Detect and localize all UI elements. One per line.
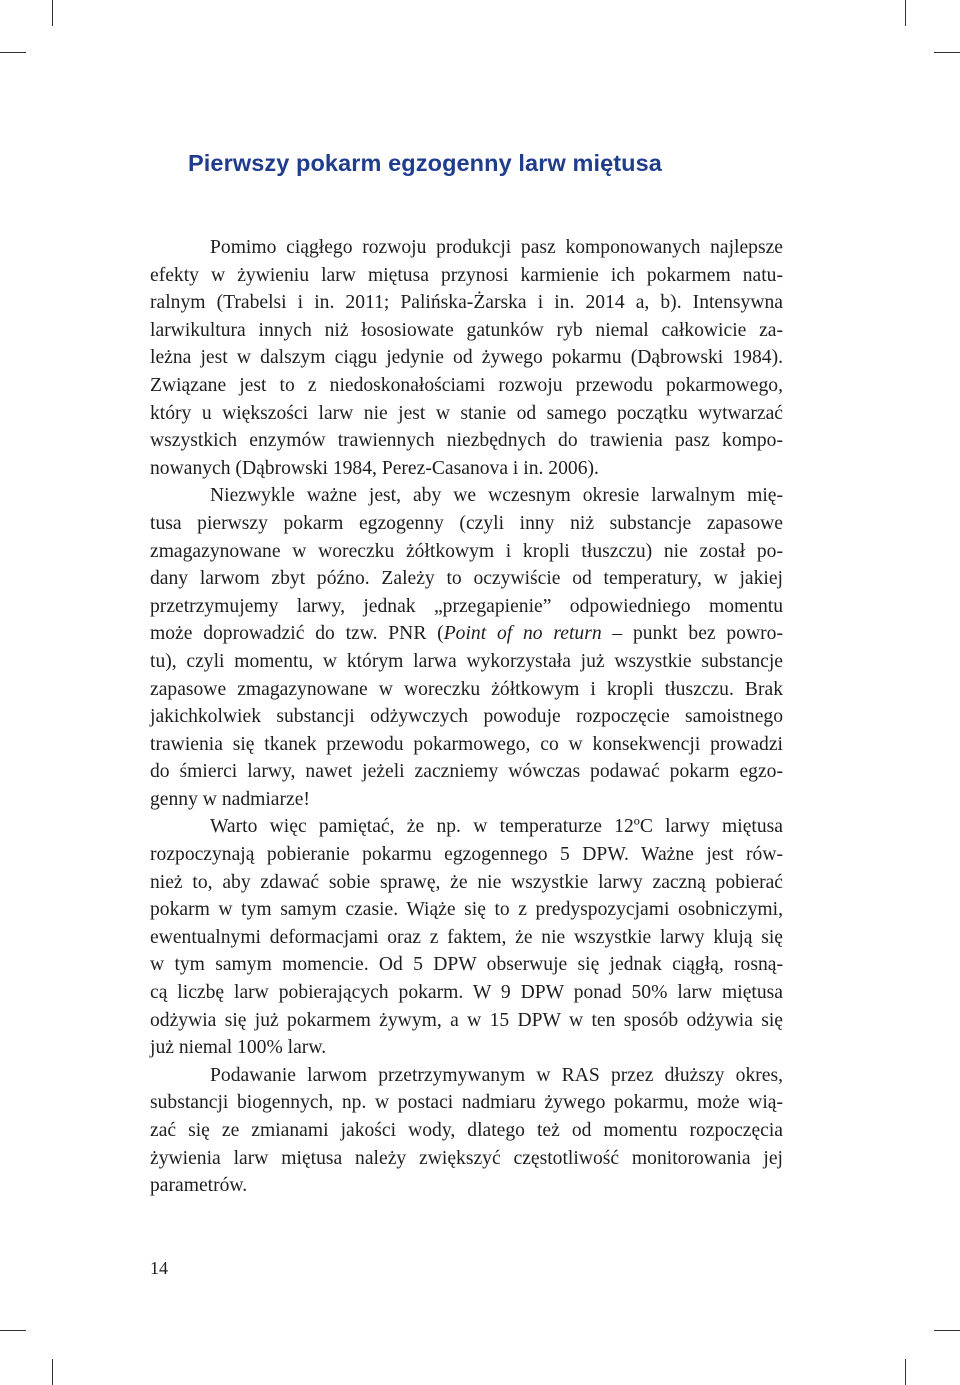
text-line: pokarm w tym samym czasie. Wiąże się to z predyspozycjami osobniczymi,: [150, 899, 783, 921]
text-line: ralnym (Trabelsi i in. 2011; Palińska-Żarska i in. 2014 a, b). Intensywna: [150, 292, 783, 314]
text-line: żywienia larw miętusa należy zwiększyć częstotliwość monitorowania jej: [150, 1147, 783, 1169]
text-line: Pomimo ciągłego rozwoju produkcji pasz komponowanych najlepsze: [210, 237, 783, 258]
text-line: jakichkolwiek substancji odżywczych powoduje rozpoczęcie samoistnego: [150, 706, 783, 728]
text-line: zapasowe zmagazynowane w woreczku żółtkowym i kropli tłuszczu. Brak: [150, 678, 783, 700]
text-line: Podawanie larwom przetrzymywanym w RAS przez dłuższy okres,: [210, 1064, 783, 1086]
page-title: Pierwszy pokarm egzogenny larw miętusa: [188, 150, 662, 176]
text-line: ewentualnymi deformacjami oraz z faktem, że nie wszystkie larwy klują się: [150, 926, 783, 948]
crop-mark: [905, 0, 906, 26]
crop-mark: [0, 1330, 26, 1331]
text-line: leżna jest w dalszym ciągu jedynie od żywego pokarmu (Dąbrowski 1984).: [150, 347, 783, 369]
paragraph-3: [150, 813, 783, 1061]
text-line: w tym samym momencie. Od 5 DPW obserwuje się jednak ciągłą, rosną-: [150, 954, 783, 976]
crop-mark: [934, 52, 960, 53]
text-line: rozpoczynają pobieranie pokarmu egzogennego 5 DPW. Ważne jest rów-: [150, 844, 783, 866]
crop-mark: [52, 1359, 53, 1385]
text-line: nowanych (Dąbrowski 1984, Perez-Casanova i in. 2006).: [150, 457, 599, 479]
text-line: parametrów.: [150, 1175, 248, 1197]
text-line: larwikultura innych niż łososiowate gatunków ryb niemal całkowicie za-: [150, 319, 783, 341]
crop-mark: [905, 1359, 906, 1385]
text-line: dany larwom zbyt późno. Zależy to oczywiście od temperatury, w jakiej: [150, 568, 783, 590]
text-line: genny w nadmiarze!: [150, 788, 310, 810]
text-line: zać się ze zmianami jakości wody, dlatego też od momentu rozpoczęcia: [150, 1120, 783, 1141]
paragraph-1: [150, 234, 783, 482]
text-line: substancji biogennych, np. w postaci nadmiaru żywego pokarmu, może wią-: [150, 1092, 783, 1114]
text-line: Warto więc pamiętać, że np. w temperaturze 12ºC larwy miętusa: [210, 816, 783, 838]
body-text: [150, 234, 783, 1200]
text-line: do śmierci larwy, nawet jeżeli zaczniemy wówczas podawać pokarm egzo-: [150, 761, 783, 783]
page-number: 14: [150, 1258, 168, 1278]
crop-mark: [934, 1330, 960, 1331]
text-line: efekty w żywieniu larw miętusa przynosi karmienie ich pokarmem natu-: [150, 264, 783, 286]
text-line: już niemal 100% larw.: [150, 1037, 327, 1059]
text-line: trawienia się tkanek przewodu pokarmowego, co w konsekwencji prowadzi: [150, 733, 783, 755]
italic-term: Point of no return: [443, 623, 602, 645]
text-line: zmagazynowane w woreczku żółtkowym i kropli tłuszczu) nie został po-: [150, 540, 783, 562]
text-line: Niezwykle ważne jest, aby we wczesnym okresie larwalnym mię-: [210, 485, 783, 507]
text-line: który u większości larw nie jest w stanie od samego początku wytwarzać: [150, 402, 783, 424]
text-line: cą liczbę larw pobierających pokarm. W 9 DPW ponad 50% larw miętusa: [150, 982, 783, 1004]
paragraph-4: [150, 1062, 783, 1200]
text-line: może doprowadzić do tzw. PNR (Point of no return – punkt bez powro-: [150, 623, 783, 645]
paragraph-2: [150, 482, 783, 813]
crop-mark: [52, 0, 53, 26]
text-line: tusa pierwszy pokarm egzogenny (czyli inny niż substancje zapasowe: [150, 512, 783, 534]
crop-mark: [0, 52, 26, 53]
text-line: tu), czyli momentu, w którym larwa wykorzystała już wszystkie substancje: [150, 650, 783, 672]
text-line: odżywia się już pokarmem żywym, a w 15 DPW w ten sposób odżywia się: [150, 1009, 783, 1031]
text-line: wszystkich enzymów trawiennych niezbędnych do trawienia pasz kompo-: [150, 430, 783, 452]
text-line: Związane jest to z niedoskonałościami rozwoju przewodu pokarmowego,: [150, 374, 783, 396]
text-line: przetrzymujemy larwy, jednak „przegapienie” odpowiedniego momentu: [150, 595, 783, 617]
text-line: nież to, aby zdawać sobie sprawę, że nie wszystkie larwy zaczną pobierać: [150, 871, 783, 893]
